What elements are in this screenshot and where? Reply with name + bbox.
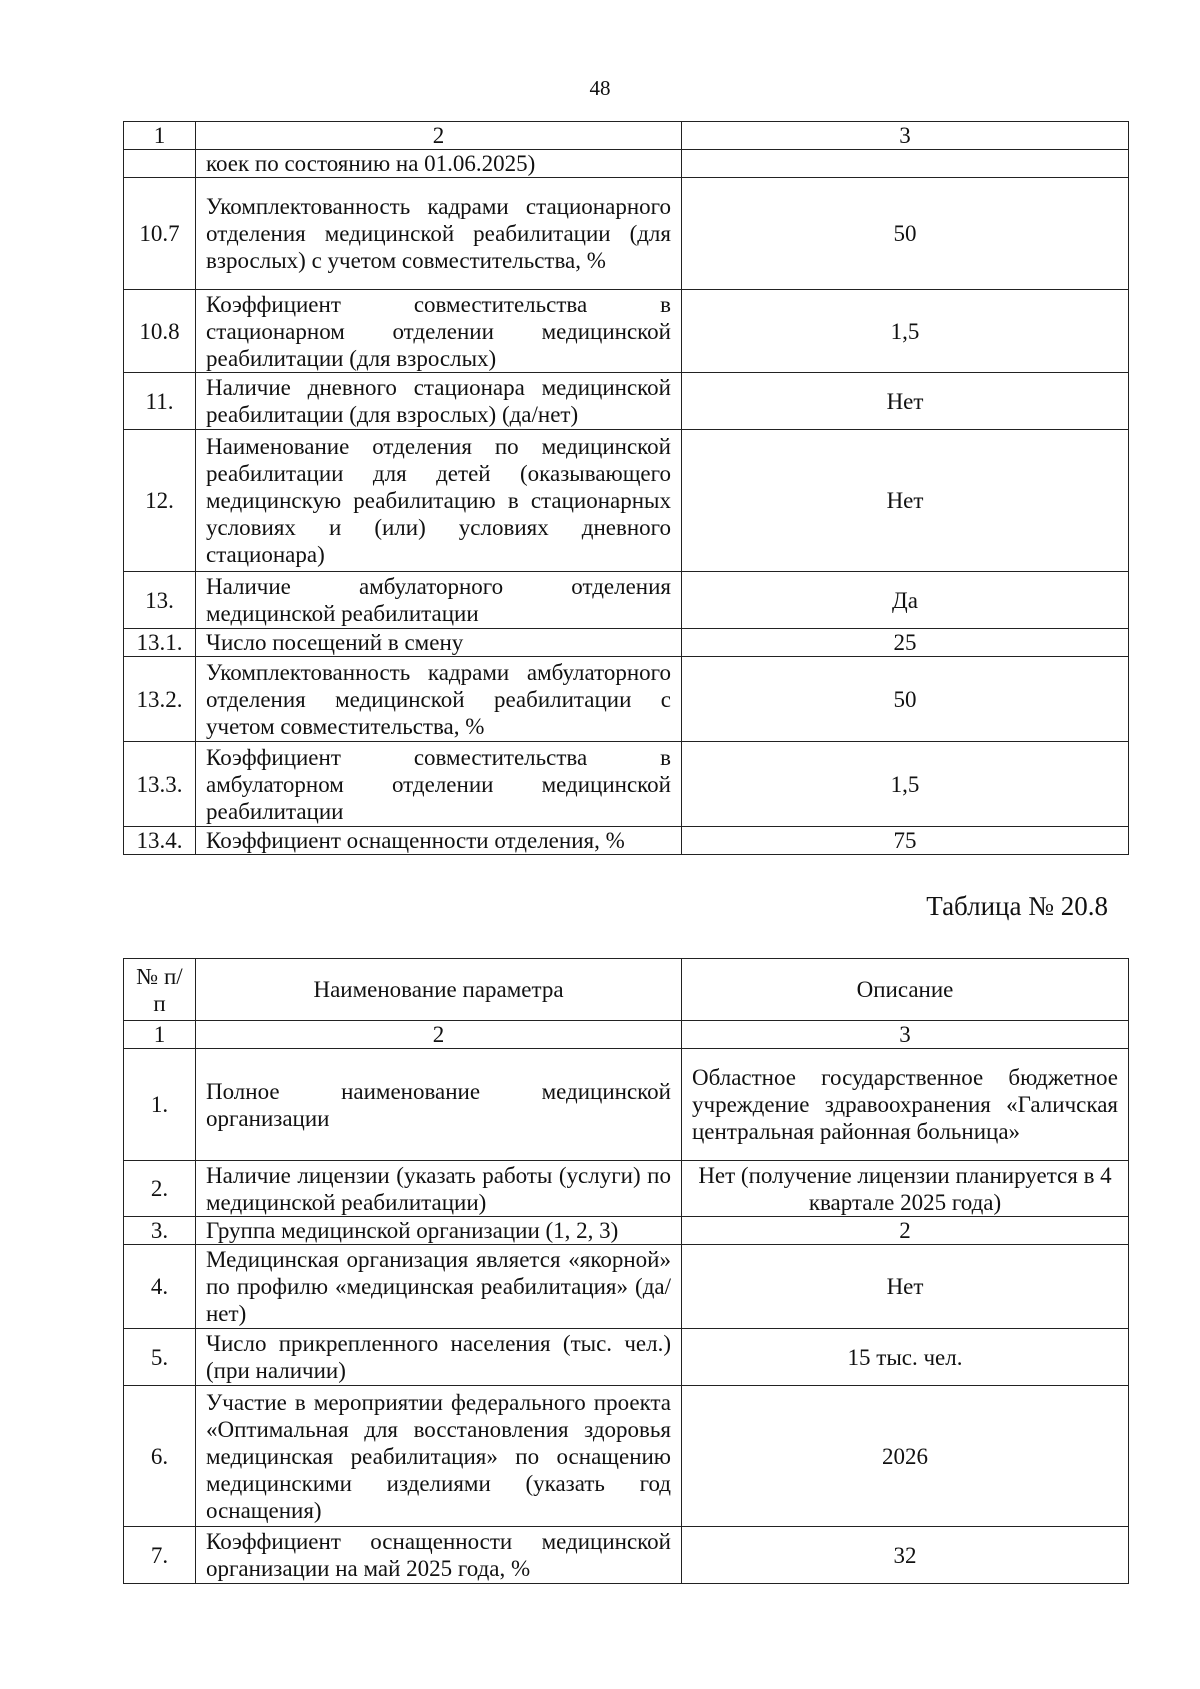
table-row — [124, 1217, 1129, 1245]
parameter-value: 50 — [682, 657, 1129, 742]
parameter-value: 50 — [682, 178, 1129, 290]
column-number-3: 3 — [682, 1021, 1129, 1049]
parameter-name: Наименование отделения по медицинской реабилитации для детей (оказывающего медицинскую реабилитацию в стационарных условиях и (или) условиях дневного стационара) — [196, 430, 682, 572]
row-number: 6. — [124, 1386, 196, 1527]
row-number: 13. — [124, 572, 196, 629]
parameter-name: Коэффициент оснащенности медицинской организации на май 2025 года, % — [196, 1527, 682, 1584]
parameter-name: Коэффициент оснащенности отделения, % — [196, 827, 682, 855]
parameter-name: Медицинская организация является «якорной» по профилю «медицинская реабилитация» (да/нет) — [196, 1245, 682, 1329]
table-row — [124, 150, 1129, 178]
page-number: 48 — [589, 76, 611, 100]
row-number: 10.8 — [124, 290, 196, 373]
parameter-name: Наличие дневного стационара медицинской реабилитации (для взрослых) (да/нет) — [196, 373, 682, 430]
parameter-value: 25 — [682, 629, 1129, 657]
row-number: 11. — [124, 373, 196, 430]
table-title: Таблица № 20.8 — [926, 891, 1108, 921]
column-number-1: 1 — [124, 122, 196, 150]
parameter-name: Число посещений в смену — [196, 629, 682, 657]
parameter-name: Укомплектованность кадрами амбулаторного отделения медицинской реабилитации с учетом совместительства, % — [196, 657, 682, 742]
column-number-2: 2 — [196, 122, 682, 150]
column-number-1: 1 — [124, 1021, 196, 1049]
column-number-3: 3 — [682, 122, 1129, 150]
table-header-row — [124, 959, 1129, 1021]
row-number — [124, 150, 196, 178]
row-number: 13.1. — [124, 629, 196, 657]
row-number: 3. — [124, 1217, 196, 1245]
row-number: 12. — [124, 430, 196, 572]
parameter-name: Полное наименование медицинской организации — [196, 1049, 682, 1161]
parameter-description: 32 — [682, 1527, 1129, 1584]
table-row — [124, 1329, 1129, 1386]
table-row — [124, 373, 1129, 430]
table-row — [124, 629, 1129, 657]
parameter-name: Наличие амбулаторного отделения медицинской реабилитации — [196, 572, 682, 629]
column-numbering-row — [124, 122, 1129, 150]
parameter-value: Да — [682, 572, 1129, 629]
column-header-parameter: Наименование параметра — [196, 959, 682, 1021]
table-row — [124, 657, 1129, 742]
table-row — [124, 1049, 1129, 1161]
column-numbering-row — [124, 1021, 1129, 1049]
parameter-value: 1,5 — [682, 742, 1129, 827]
column-header-description: Описание — [682, 959, 1129, 1021]
parameter-name: Число прикрепленного населения (тыс. чел.) (при наличии) — [196, 1329, 682, 1386]
table-20-8 — [123, 958, 1129, 1584]
parameter-description: 2026 — [682, 1386, 1129, 1527]
parameter-description: 2 — [682, 1217, 1129, 1245]
row-number: 13.4. — [124, 827, 196, 855]
parameter-name: Укомплектованность кадрами стационарного отделения медицинской реабилитации (для взрослых) с учетом совместительства, % — [196, 178, 682, 290]
parameter-value — [682, 150, 1129, 178]
row-number: 2. — [124, 1161, 196, 1217]
table-row — [124, 1386, 1129, 1527]
table-row — [124, 178, 1129, 290]
row-number: 13.2. — [124, 657, 196, 742]
parameter-description: Нет — [682, 1245, 1129, 1329]
parameter-name: Участие в мероприятии федерального проекта «Оптимальная для восстановления здоровья медицинская реабилитация» по оснащению медицинскими изделиями (указать год оснащения) — [196, 1386, 682, 1527]
parameter-name: Наличие лицензии (указать работы (услуги) по медицинской реабилитации) — [196, 1161, 682, 1217]
parameter-value: Нет — [682, 373, 1129, 430]
parameter-name: коек по состоянию на 01.06.2025) — [196, 150, 682, 178]
parameter-description: Нет (получение лицензии планируется в 4 квартале 2025 года) — [682, 1161, 1129, 1217]
table-row — [124, 572, 1129, 629]
row-number: 10.7 — [124, 178, 196, 290]
table-row — [124, 1245, 1129, 1329]
parameter-name: Коэффициент совместительства в амбулаторном отделении медицинской реабилитации — [196, 742, 682, 827]
column-number-2: 2 — [196, 1021, 682, 1049]
table-row — [124, 742, 1129, 827]
row-number: 5. — [124, 1329, 196, 1386]
row-number: 4. — [124, 1245, 196, 1329]
table-row — [124, 290, 1129, 373]
parameter-name: Группа медицинской организации (1, 2, 3) — [196, 1217, 682, 1245]
parameter-value: 1,5 — [682, 290, 1129, 373]
column-header-number: № п/п — [124, 959, 196, 1021]
parameter-description: 15 тыс. чел. — [682, 1329, 1129, 1386]
row-number: 7. — [124, 1527, 196, 1584]
table-row — [124, 1161, 1129, 1217]
parameter-value: 75 — [682, 827, 1129, 855]
parameter-description: Областное государственное бюджетное учреждение здравоохранения «Галичская центральная районная больница» — [682, 1049, 1129, 1161]
table-row — [124, 1527, 1129, 1584]
continued-parameters-table — [123, 121, 1129, 855]
parameter-value: Нет — [682, 430, 1129, 572]
row-number: 13.3. — [124, 742, 196, 827]
table-row — [124, 827, 1129, 855]
row-number: 1. — [124, 1049, 196, 1161]
parameter-name: Коэффициент совместительства в стационарном отделении медицинской реабилитации (для взрослых) — [196, 290, 682, 373]
table-row — [124, 430, 1129, 572]
